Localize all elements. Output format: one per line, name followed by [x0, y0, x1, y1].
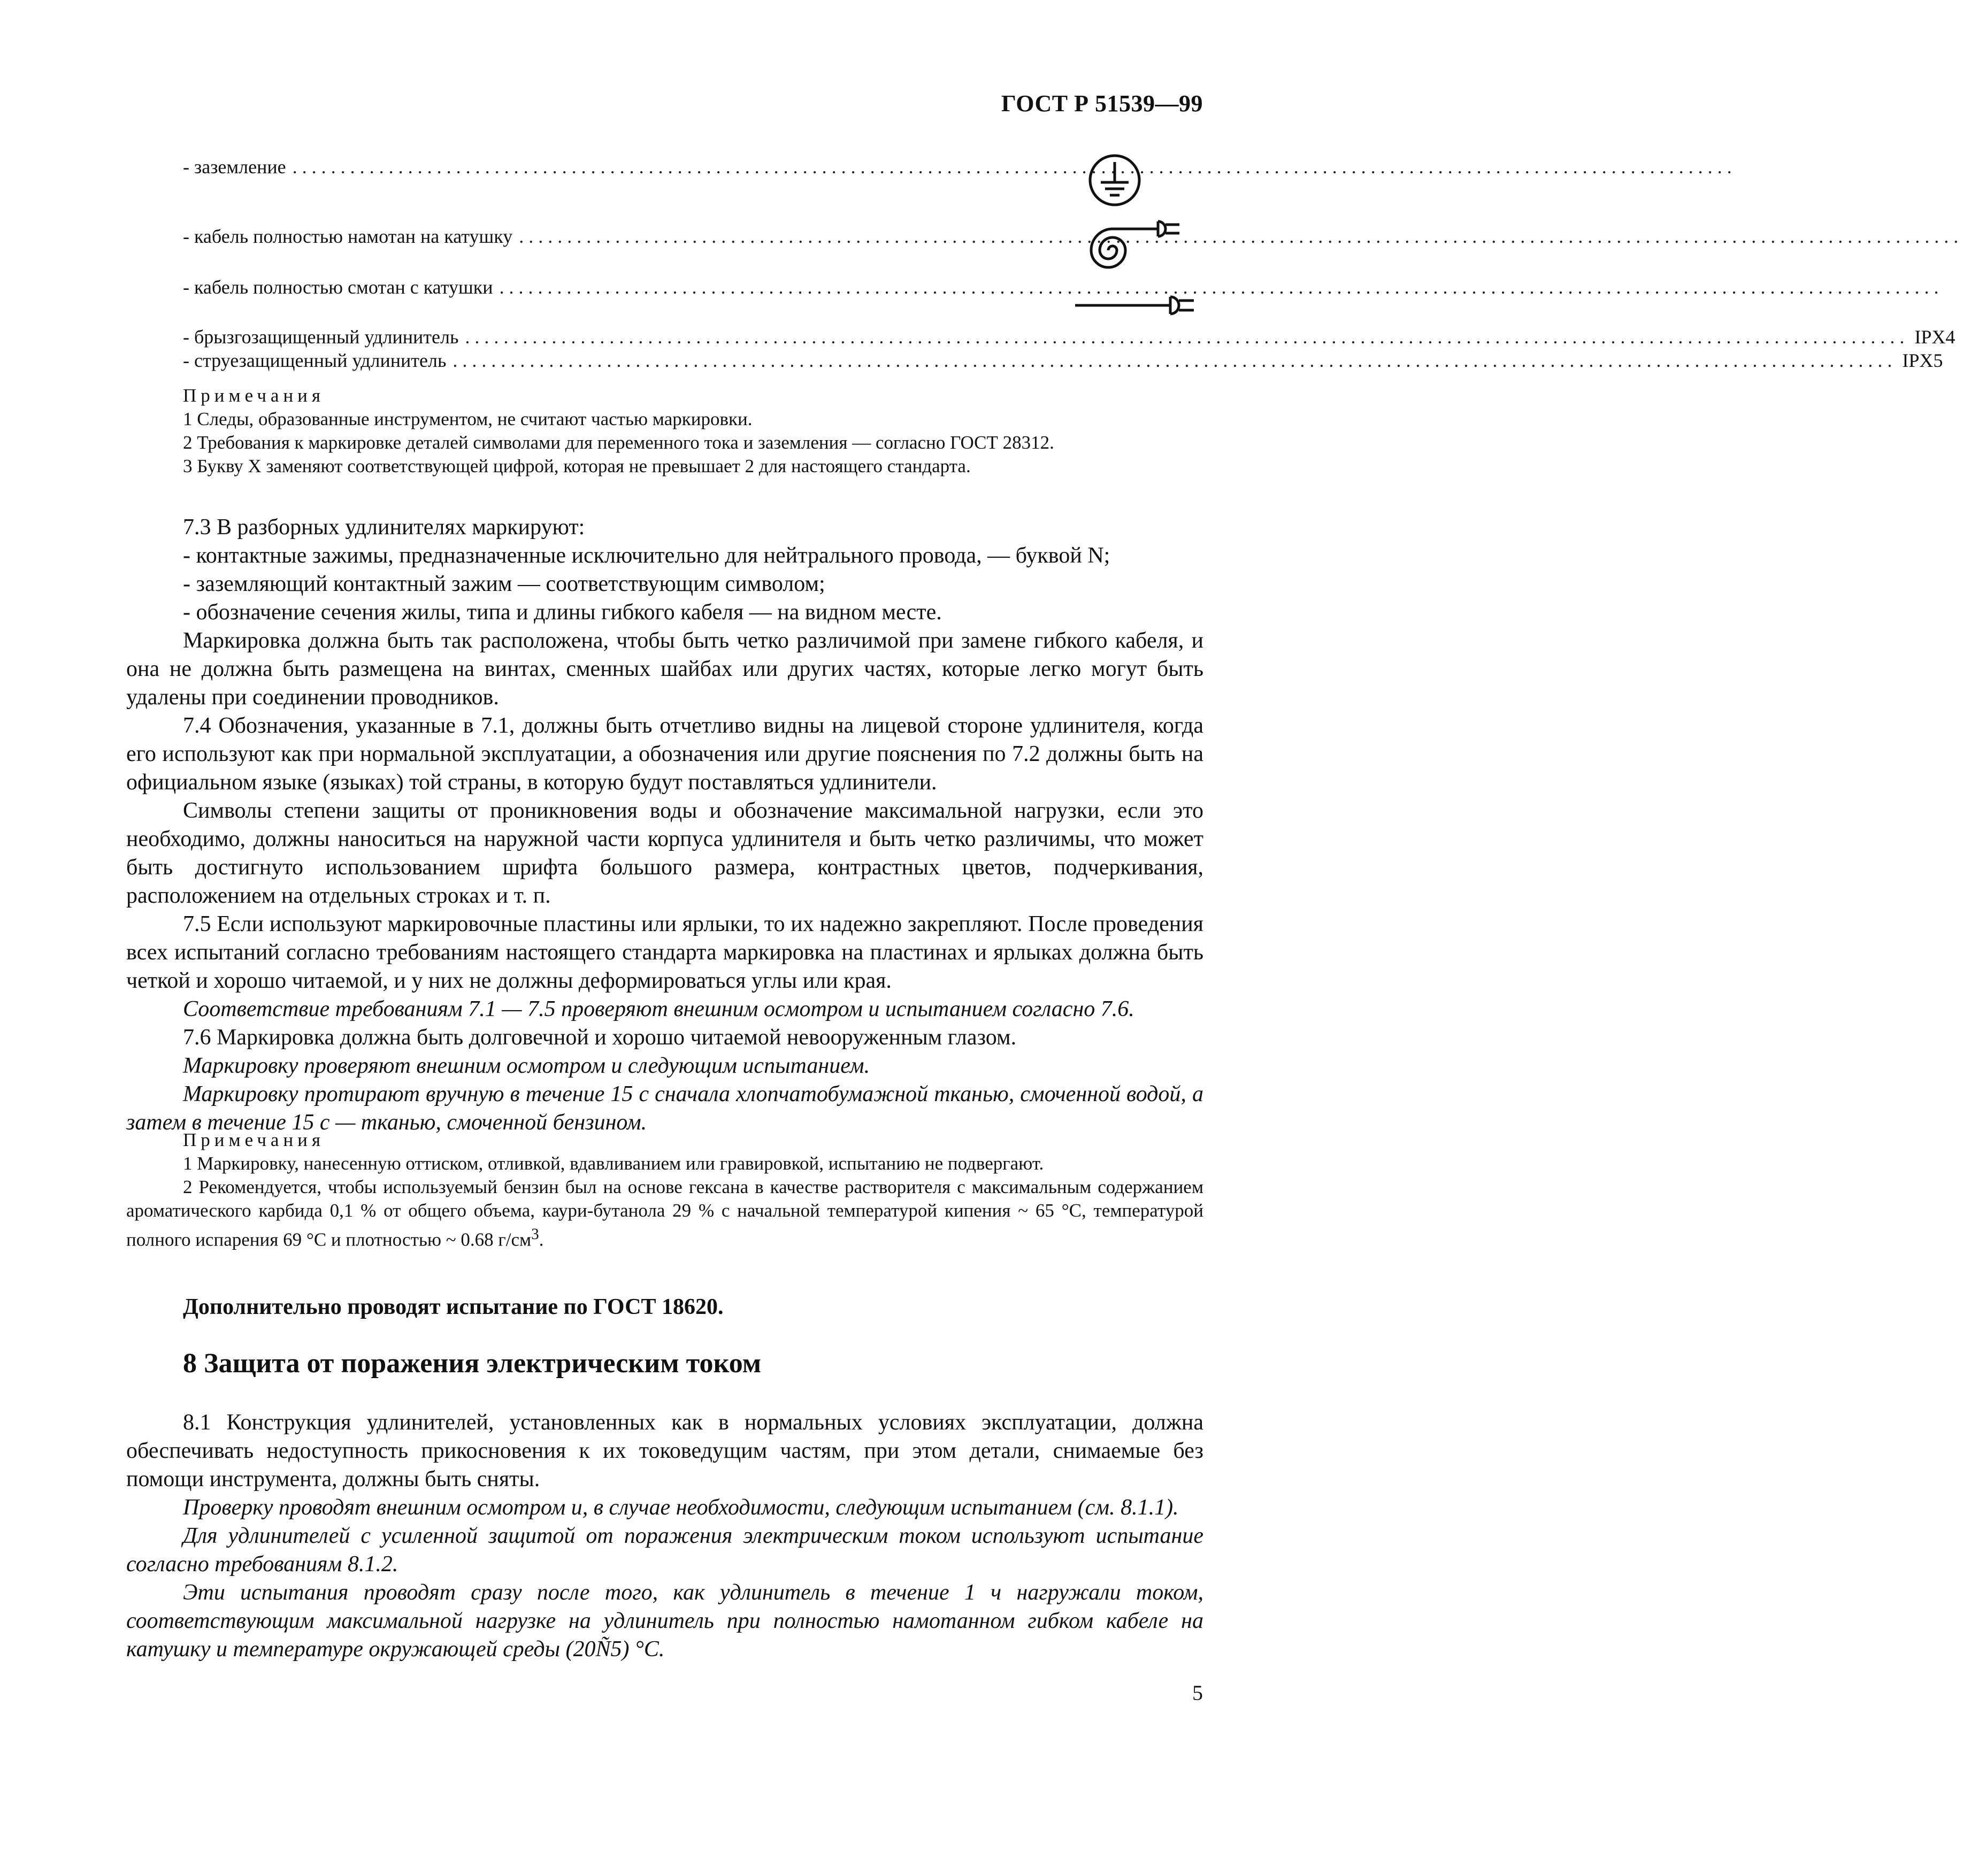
- test-method: Проверку проводят внешним осмотром и, в случае необходимости, следующим испытанием (см. 8.1.1).: [183, 1495, 1179, 1520]
- cable-reel-wound-icon: [1080, 214, 1198, 278]
- clause-8-1: 8.1 Конструкция удлинителей, установленных как в нормальных условиях эксплуатации, должна обеспечивать недоступность прикосновения к их токоведущим частям, при этом детали, снимаемые без помощи инструмента, должны быть сняты.: [126, 1410, 1203, 1491]
- leader-dots: ......................................................................................................................................................: [519, 226, 1963, 247]
- symbol-label: - кабель полностью намотан на катушку: [183, 226, 513, 247]
- list-item: - контактные зажимы, предназначенные исключительно для нейтрального провода, — буквой N;: [183, 543, 1110, 568]
- notes-title: Примечания: [183, 385, 325, 406]
- symbol-label: - брызгозащищенный удлинитель: [183, 326, 459, 348]
- extra-test-note: [126, 1293, 1203, 1321]
- test-method: Эти испытания проводят сразу после того, как удлинитель в течение 1 ч нагружали током, соответствующим максимальной нагрузке на удлинитель при полностью намотанном гибком кабеле на катушку и температуре окружающей среды (20Ñ5) °С.: [126, 1580, 1203, 1662]
- standard-header: ГОСТ Р 51539—99: [1001, 90, 1203, 117]
- section-7-body: [126, 513, 1203, 1137]
- note-text: 2 Рекомендуется, чтобы используемый бензин был на основе гексана в качестве растворителя с максимальным содержанием ароматического карбида 0,1 % от общего объема, каури-бутанола 29 % с начальной температурой кипения ~ 65 °С, температурой полного испарения 69 °С и плотностью ~ 0.68 г/см: [126, 1177, 1203, 1250]
- clause-7-4: 7.4 Обозначения, указанные в 7.1, должны быть отчетливо видны на лицевой стороне удлинителя, когда его используют как при нормальной эксплуатации, а обозначения или другие пояснения по 7.2 должны быть на официальном языке (языках) той страны, в которую будут поставляться удлинители.: [126, 713, 1203, 795]
- paragraph: Символы степени защиты от проникновения воды и обозначение максимальной нагрузки, если это необходимо, должны наноситься на наружной части корпуса удлинителя и быть четко различимы, что может быть достигнуто использованием шрифта большого размера, контрастных цветов, подчеркивания, расположением на отдельных строках и т. п.: [126, 798, 1203, 908]
- test-method: Маркировку проверяют внешним осмотром и следующим испытанием.: [183, 1054, 870, 1078]
- list-item: - заземляющий контактный зажим — соответствующим символом;: [183, 572, 825, 596]
- extra-test-text: Дополнительно проводят испытание по ГОСТ 18620.: [183, 1295, 724, 1319]
- section-8-heading: 8 Защита от поражения электрическим током: [183, 1348, 762, 1379]
- clause-7-5: 7.5 Если используют маркировочные пластины или ярлыки, то их надежно закрепляют. После проведения всех испытаний согласно требованиям настоящего стандарта маркировка на пластинах и ярлыках должна быть четкой и хорошо читаемой, и у них не должны деформироваться углы или края.: [126, 912, 1203, 993]
- symbol-row-jet-proof: [183, 349, 1943, 372]
- leader-dots: ......................................................................................................................................................: [465, 326, 1910, 348]
- symbol-row-cable-wound: [183, 225, 1963, 248]
- note-item: 1 Маркировку, нанесенную оттиском, отливкой, вдавливанием или гравировкой, испытанию не подвергают.: [183, 1153, 1044, 1174]
- list-item: - обозначение сечения жилы, типа и длины гибкого кабеля — на видном месте.: [183, 600, 942, 625]
- notes-title: Примечания: [183, 1129, 325, 1150]
- cable-reel-unwound-icon: [1075, 286, 1203, 324]
- test-method: Маркировку протирают вручную в течение 15 с сначала хлопчатобумажной тканью, смоченной водой, а затем в течение 15 с — тканью, смоченной бензином.: [126, 1082, 1203, 1135]
- section-8-body: [126, 1409, 1203, 1664]
- symbol-label: - струезащищенный удлинитель: [183, 350, 447, 371]
- note-end: .: [539, 1229, 544, 1250]
- leader-dots: ......................................................................................................................................................: [453, 350, 1897, 371]
- symbol-label: - заземление: [183, 156, 286, 178]
- notes-block-2: [126, 1128, 1203, 1252]
- page-number: 5: [1192, 1681, 1203, 1705]
- leader-dots: ......................................................................................................................................................: [499, 276, 1944, 298]
- clause-7-6: 7.6 Маркировка должна быть долговечной и хорошо читаемой невооруженным глазом.: [183, 1025, 1017, 1050]
- note-item: 3 Букву X заменяют соответствующей цифрой, которая не превышает 2 для настоящего стандарта.: [183, 456, 971, 476]
- notes-block-1: [126, 384, 1203, 478]
- note-item: 1 Следы, образованные инструментом, не считают частью маркировки.: [183, 409, 753, 429]
- ground-icon: [1086, 151, 1146, 211]
- symbol-row-splash-proof: [183, 325, 1956, 349]
- symbol-value: IPX4: [1914, 326, 1956, 348]
- leader-dots: ......................................................................................................................................................: [292, 156, 1737, 178]
- superscript: 3: [531, 1226, 539, 1243]
- clause-7-3: 7.3 В разборных удлинителях маркируют:: [183, 515, 585, 540]
- symbol-row-cable-unwound: [183, 275, 1944, 299]
- symbol-value: IPX5: [1902, 350, 1943, 371]
- symbol-label: - кабель полностью смотан с катушки: [183, 276, 493, 298]
- note-item: [126, 1175, 1203, 1252]
- compliance-check: Соответствие требованиям 7.1 — 7.5 проверяют внешним осмотром и испытанием согласно 7.6.: [183, 997, 1134, 1021]
- test-method: Для удлинителей с усиленной защитой от поражения электрическим током используют испытание согласно требованиям 8.1.2.: [126, 1524, 1203, 1577]
- note-item: 2 Требования к маркировке деталей символами для переменного тока и заземления — согласно ГОСТ 28312.: [183, 432, 1054, 453]
- paragraph: Маркировка должна быть так расположена, чтобы быть четко различимой при замене гибкого кабеля, и она не должна быть размещена на винтах, сменных шайбах или других частях, которые легко могут быть удалены при соединении проводников.: [126, 628, 1203, 710]
- symbol-row-grounding: [183, 155, 1737, 179]
